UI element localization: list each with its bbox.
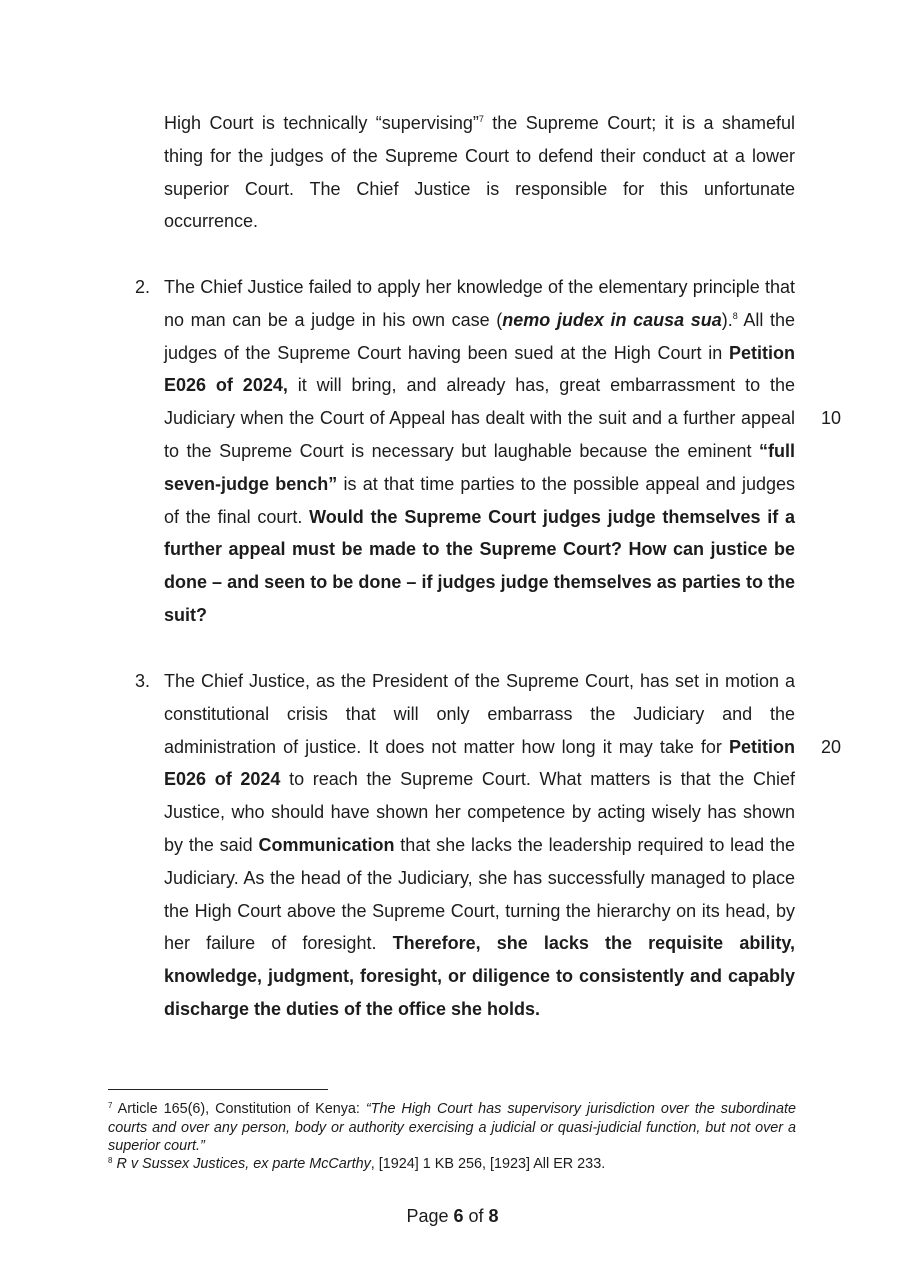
paragraph-item-3: The Chief Justice, as the President of the Supreme Court, has set in motion a constitutional crisis that will only embarrass the Judiciary and the administration of justice. It does not matter how long it may take for Petition E026 of 2024 to reach the Supreme Court. What matters is that the Chief Justice, who should have shown her competence by acting wisely has shown by the said Communication that she lacks the leadership required to lead the Judiciary. As the head of the Judiciary, she has successfully managed to place the High Court above the Supreme Court, turning the hierarchy on its head, by her failure of foresight. Therefore, she lacks the requisite ability, knowledge, judgment, foresight, or diligence to consistently and capably discharge the duties of the office she holds. (164, 671, 796, 1019)
footnote-ref-8[interactable]: 8 (732, 310, 738, 321)
paragraph-item-2: The Chief Justice failed to apply her knowledge of the elementary principle that no man can be a judge in his own case (nemo judex in causa sua).$^8$ All the judges of the Supreme Court having been sued at the High Court in Petition E026 of 2024, it will bring, and already has, great embarrassment to the Judiciary when the Court of Appeal has dealt with the suit and a further appeal to the Supreme Court is necessary but laughable because the eminent “full seven-judge bench” is at that time parties to the possible appeal and judges of the final court. Would the Supreme Court judges judge themselves if a further appeal must be made to the Supreme Court? How can justice be done – and seen to be done – if judges judge themselves as parties to the suit? (164, 277, 795, 625)
footnote-7: $^7$ Article 165(6), Constitution of Kenya: “The High Court has supervisory jurisdiction over the subordinate courts and over any person, body or authority exercising a judicial or quasi-judicial function, but not over a superior court.” (108, 1101, 796, 1154)
footnote-ref-7[interactable]: 7 (478, 114, 484, 124)
footnote-separator (108, 1089, 328, 1090)
line-number: 10 (821, 408, 842, 428)
line-number: 20 (821, 737, 842, 757)
footnote-8: $^8$ R v Sussex Justices, ex parte McCarthy, [1924] 1 KB 256, [1923] All ER 233. (108, 1156, 606, 1172)
item-number: 3. (135, 671, 151, 691)
paragraph-continuation: High Court is technically “supervising”$^7$ the Supreme Court; it is a shameful thing for the judges of the Supreme Court to defend their conduct at a lower superior Court. The Chief Justice is responsible for this unfortunate occurrence. (164, 113, 795, 232)
page-number: Page 6 of 8 (406, 1206, 499, 1226)
item-number: 2. (135, 277, 151, 297)
